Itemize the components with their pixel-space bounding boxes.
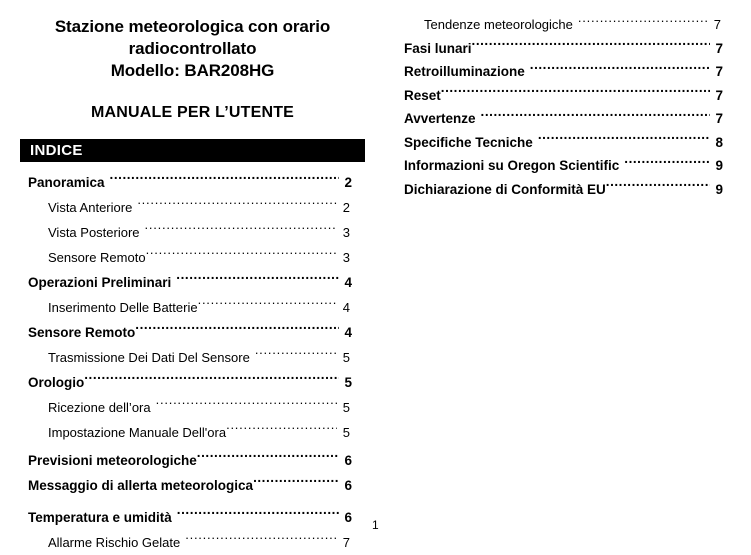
toc-entry[interactable]	[0, 220, 390, 245]
toc-entry-label: Informazioni su Oregon Scientific	[404, 158, 620, 173]
toc-entry-label: Trasmissione Dei Dati Del Sensore	[48, 350, 250, 365]
toc-entry-label: Specifiche Tecniche	[404, 134, 533, 150]
toc-entry-label: Ricezione dell’ora	[48, 400, 151, 415]
toc-entry-label: Reset	[404, 87, 441, 103]
toc-entry-label: Vista Anteriore	[48, 200, 133, 215]
toc-dot-leader	[197, 452, 339, 466]
toc-entry-page: 5	[342, 350, 350, 365]
toc-entry[interactable]	[0, 473, 390, 498]
toc-entry-label: Panoramica	[28, 175, 105, 190]
toc-entry-label: Impostazione Manuale Dell'ora	[48, 425, 227, 440]
toc-entry-page: 4	[342, 300, 350, 315]
toc-entry-page: 4	[344, 275, 352, 290]
toc-heading-label: INDICE	[30, 142, 83, 159]
toc-dot-leader	[176, 274, 339, 288]
toc-entry[interactable]	[0, 370, 390, 395]
toc-entry-page: 2	[342, 200, 350, 215]
toc-entry-label: Tendenze meteorologiche	[424, 17, 573, 32]
title-line-2: radiocontrollato	[128, 39, 257, 58]
toc-entry[interactable]	[390, 84, 751, 108]
toc-entry-page: 3	[342, 250, 350, 265]
toc-entry-page: 5	[342, 400, 350, 415]
toc-entry-label: Allarme Rischio Gelate	[48, 535, 181, 550]
toc-dot-leader	[146, 249, 337, 262]
toc-entry[interactable]	[0, 505, 390, 530]
toc-entry-label: Dichiarazione di Conformità EU	[404, 181, 606, 197]
toc-entry[interactable]	[0, 170, 390, 195]
toc-dot-leader	[253, 477, 339, 491]
toc-entry[interactable]	[0, 320, 390, 345]
page-number: 1	[372, 518, 379, 532]
toc-dot-leader	[255, 349, 337, 362]
toc-entry-page: 9	[715, 181, 723, 197]
toc-entry-label: Sensore Remoto	[28, 325, 136, 340]
toc-entry[interactable]	[0, 448, 390, 473]
toc-entry-label: Previsioni meteorologiche	[28, 453, 197, 468]
toc-entry-page: 9	[715, 158, 723, 173]
toc-dot-leader	[156, 399, 337, 412]
toc-entry[interactable]	[390, 13, 751, 37]
toc-entry-page: 4	[344, 325, 352, 340]
toc-entry-page: 5	[342, 425, 350, 440]
toc-entry-page: 6	[344, 510, 352, 525]
toc-entry-page: 7	[715, 40, 723, 56]
toc-dot-leader	[472, 39, 710, 53]
toc-list-right	[390, 13, 751, 201]
toc-entry-page: 8	[715, 134, 723, 150]
right-column	[390, 0, 751, 547]
toc-entry[interactable]	[0, 270, 390, 295]
toc-entry-page: 3	[342, 225, 350, 240]
toc-dot-leader	[177, 509, 339, 523]
document-title-block	[20, 16, 365, 82]
toc-entry-label: Temperatura e umidità	[28, 510, 172, 525]
toc-entry-page: 7	[342, 535, 350, 550]
title-line-1: Stazione meteorologica con orario	[54, 17, 331, 36]
toc-dot-leader	[441, 86, 710, 100]
toc-dot-leader	[185, 534, 337, 547]
toc-entry[interactable]	[0, 530, 390, 555]
toc-dot-leader	[137, 199, 337, 212]
document-subtitle: MANUALE PER L’UTENTE	[90, 104, 295, 121]
toc-entry-label: Orologio	[28, 375, 85, 390]
toc-entry-page: 2	[344, 175, 352, 190]
toc-entry[interactable]	[0, 245, 390, 270]
toc-entry-label: Vista Posteriore	[48, 225, 140, 240]
toc-entry[interactable]	[0, 295, 390, 320]
toc-entry-page: 7	[715, 111, 723, 126]
toc-entry[interactable]	[0, 195, 390, 220]
toc-entry-label: Avvertenze	[404, 111, 476, 126]
toc-heading-bar	[20, 139, 365, 162]
toc-dot-leader	[578, 16, 708, 29]
toc-entry[interactable]	[390, 37, 751, 61]
toc-dot-leader	[198, 299, 337, 312]
toc-entry[interactable]	[390, 131, 751, 155]
toc-dot-leader	[110, 174, 339, 188]
toc-dot-leader	[624, 157, 710, 171]
toc-dot-leader	[481, 110, 710, 124]
toc-dot-leader	[606, 180, 710, 194]
toc-dot-leader	[538, 133, 710, 147]
toc-entry[interactable]	[390, 178, 751, 202]
toc-entry-label: Retroilluminazione	[404, 64, 525, 79]
toc-entry-page: 6	[344, 478, 352, 493]
toc-entry[interactable]	[0, 345, 390, 370]
toc-dot-leader	[145, 224, 337, 237]
toc-entry-page: 7	[715, 64, 723, 79]
toc-entry-page: 7	[715, 87, 723, 103]
toc-entry-page: 5	[344, 375, 352, 390]
toc-entry[interactable]	[390, 107, 751, 131]
toc-dot-leader	[530, 63, 710, 77]
toc-entry[interactable]	[390, 60, 751, 84]
toc-entry-page: 7	[713, 17, 721, 32]
title-line-3: Modello: BAR208HG	[110, 61, 275, 80]
toc-entry-label: Operazioni Preliminari	[28, 275, 172, 290]
toc-entry[interactable]	[0, 420, 390, 445]
toc-dot-leader	[84, 374, 339, 388]
toc-list-left	[0, 170, 390, 555]
toc-entry-label: Messaggio di allerta meteorologica	[28, 478, 254, 493]
toc-entry[interactable]	[390, 154, 751, 178]
toc-entry-label: Sensore Remoto	[48, 250, 146, 265]
toc-entry-label: Inserimento Delle Batterie	[48, 300, 198, 315]
toc-dot-leader	[135, 324, 339, 338]
toc-entry[interactable]	[0, 395, 390, 420]
toc-entry-page: 6	[344, 453, 352, 468]
toc-dot-leader	[226, 424, 337, 437]
toc-entry-label: Fasi lunari	[404, 40, 472, 56]
